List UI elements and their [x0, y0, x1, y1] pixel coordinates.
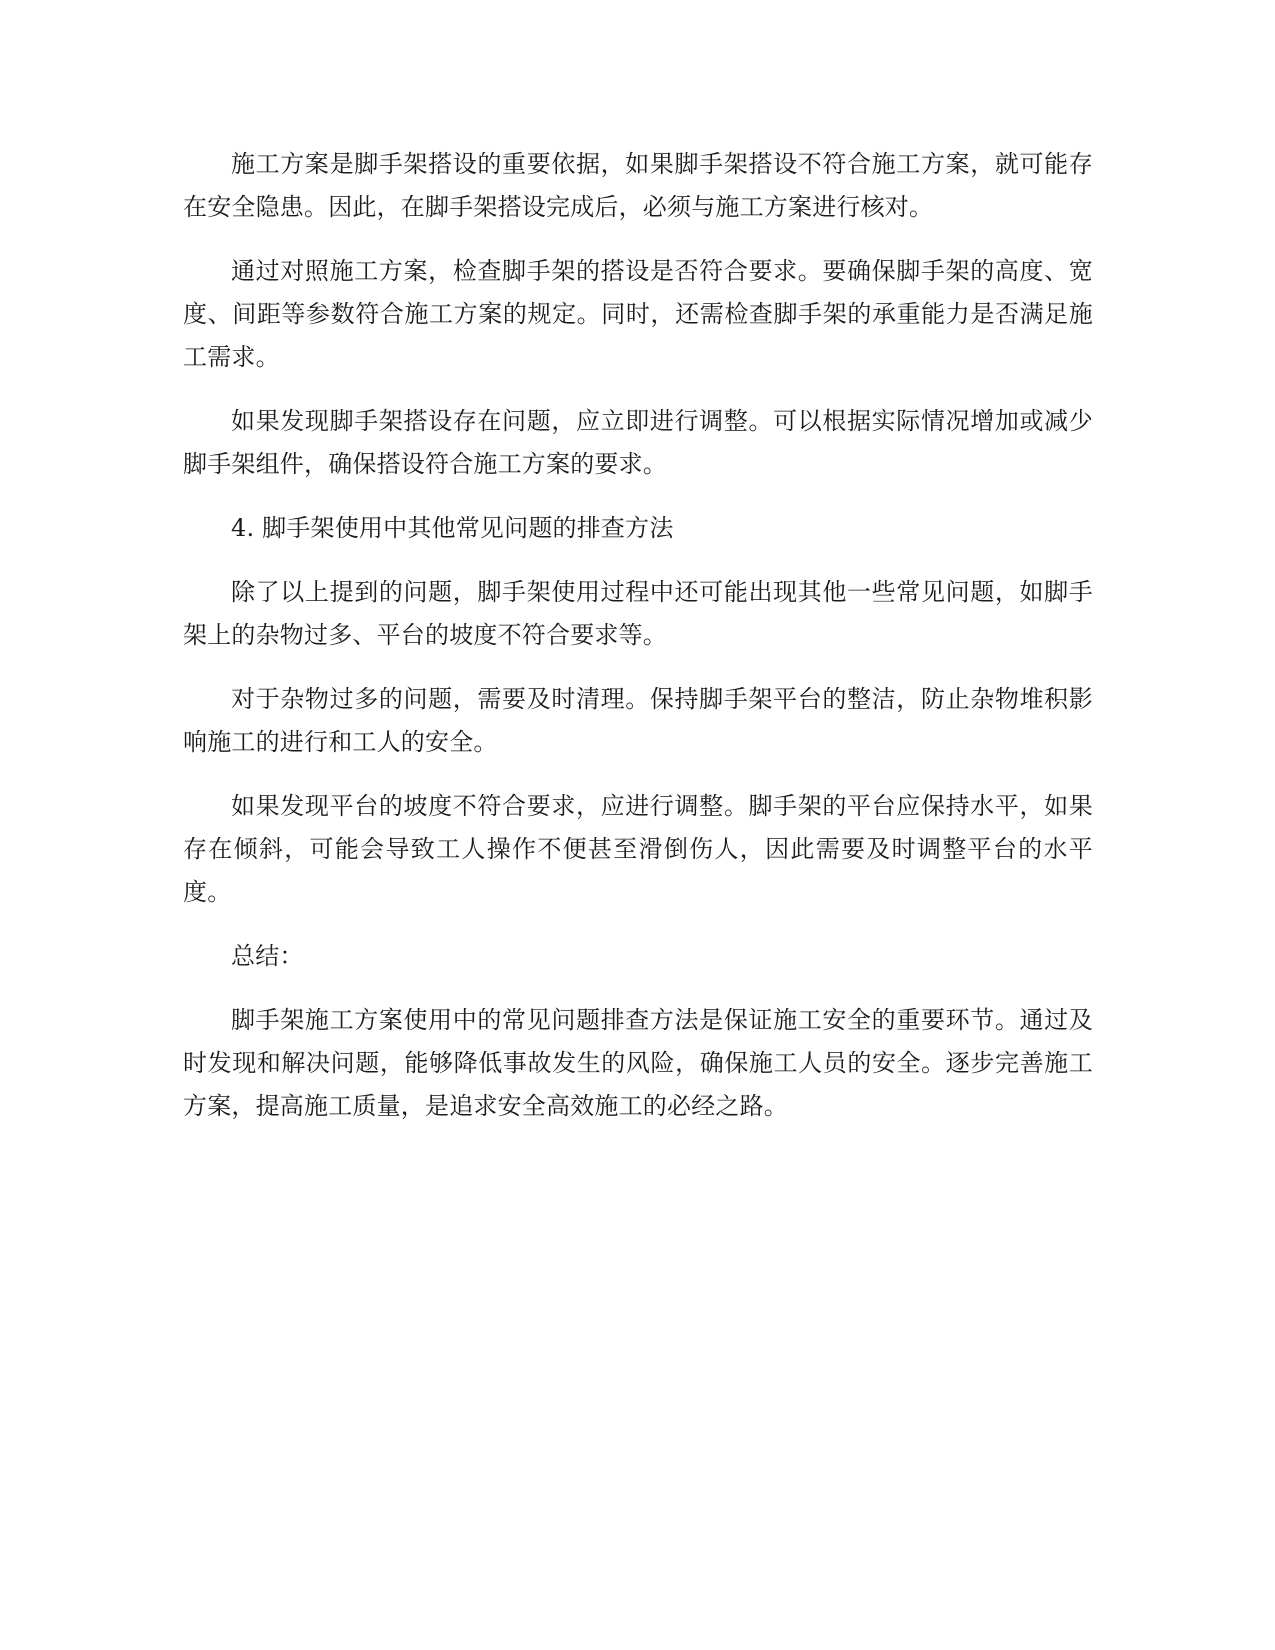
- paragraph-other-common-issues: 除了以上提到的问题，脚手架使用过程中还可能出现其他一些常见问题，如脚手架上的杂物过多、平台的坡度不符合要求等。: [183, 578, 1093, 649]
- paragraph-platform-slope: 如果发现平台的坡度不符合要求，应进行调整。脚手架的平台应保持水平，如果存在倾斜，可能会导致工人操作不便甚至滑倒伤人，因此需要及时调整平台的水平度。: [183, 792, 1093, 906]
- paragraph-summary: 脚手架施工方案使用中的常见问题排查方法是保证施工安全的重要环节。通过及时发现和解决问题，能够降低事故发生的风险，确保施工人员的安全。逐步完善施工方案，提高施工质量，是追求安全高效施工的必经之路。: [183, 1006, 1093, 1120]
- paragraph-adjust-problems: 如果发现脚手架搭设存在问题，应立即进行调整。可以根据实际情况增加或减少脚手架组件，确保搭设符合施工方案的要求。: [183, 407, 1093, 478]
- summary-heading: 总结：: [231, 942, 304, 970]
- paragraph-scaffold-plan-basis: 施工方案是脚手架搭设的重要依据，如果脚手架搭设不符合施工方案，就可能存在安全隐患。因此，在脚手架搭设完成后，必须与施工方案进行核对。: [183, 150, 1093, 221]
- section-heading-other-issues: 4. 脚手架使用中其他常见问题的排查方法: [231, 514, 674, 542]
- paragraph-check-against-plan: 通过对照施工方案，检查脚手架的搭设是否符合要求。要确保脚手架的高度、宽度、间距等参数符合施工方案的规定。同时，还需检查脚手架的承重能力是否满足施工需求。: [183, 257, 1093, 371]
- paragraph-debris-cleanup: 对于杂物过多的问题，需要及时清理。保持脚手架平台的整洁，防止杂物堆积影响施工的进行和工人的安全。: [183, 685, 1093, 756]
- document-body: [183, 143, 1093, 1149]
